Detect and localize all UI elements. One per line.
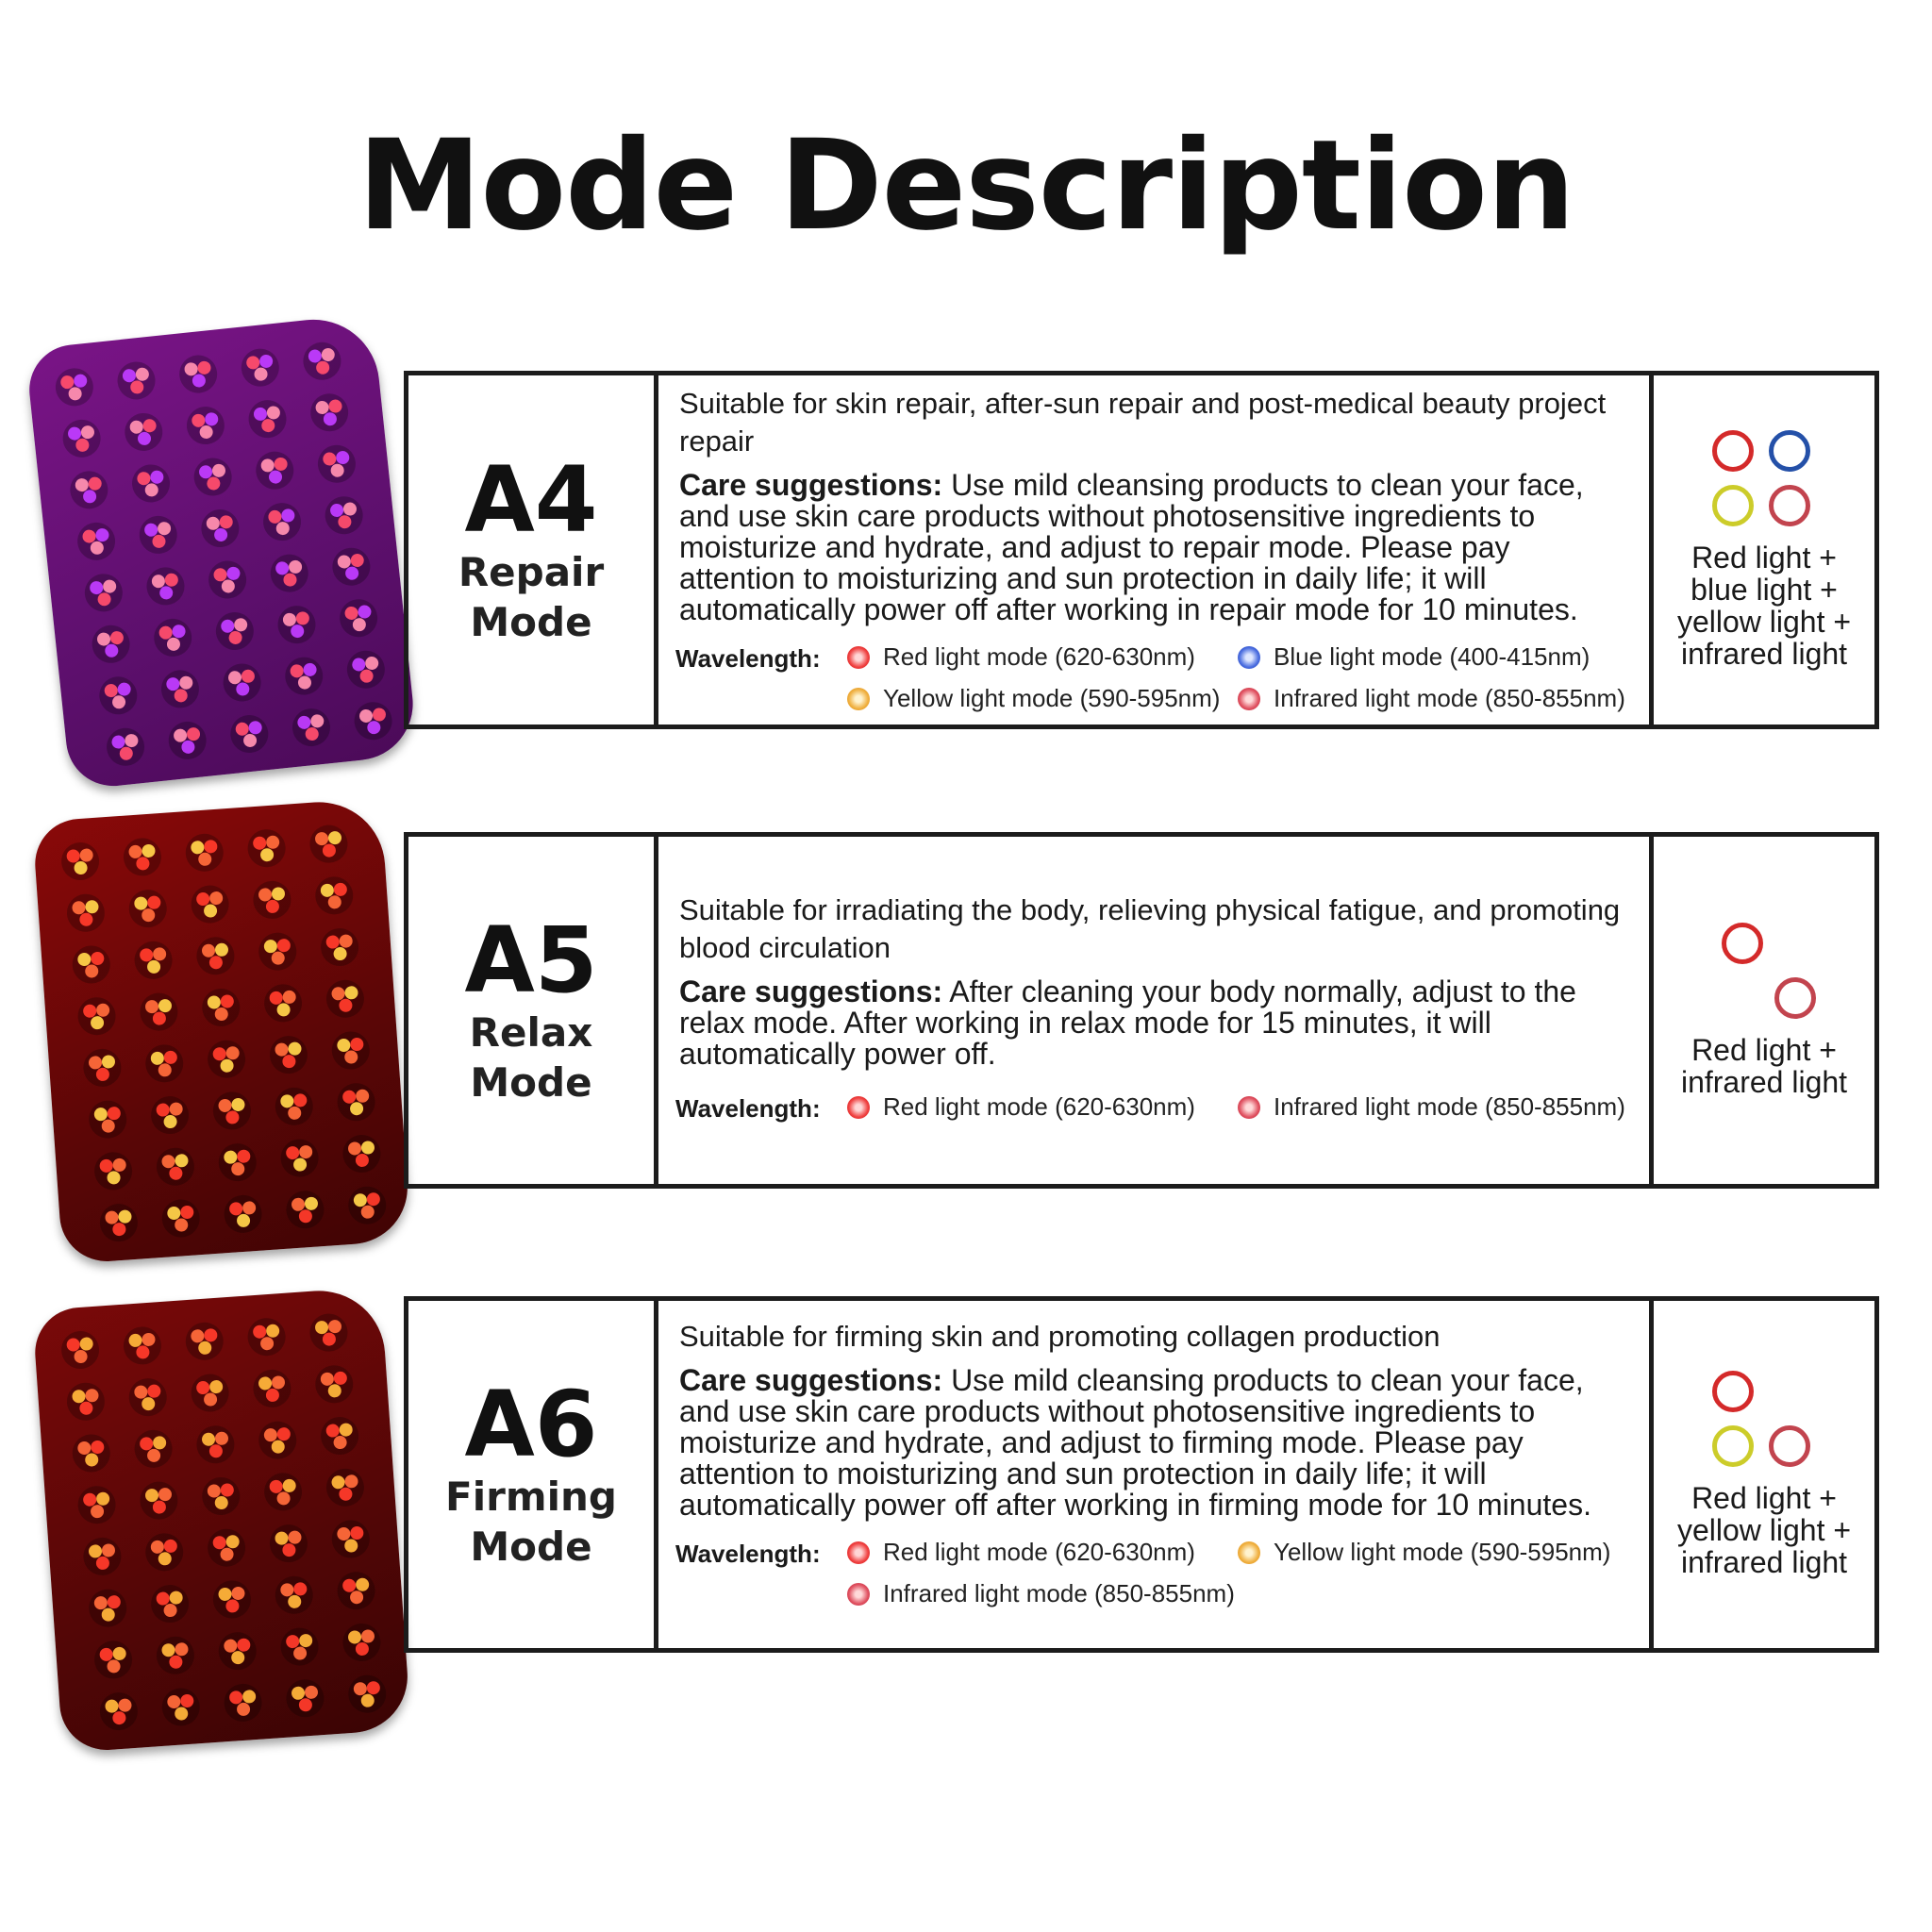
yellow-dot-icon bbox=[847, 688, 870, 710]
led-cluster bbox=[341, 1623, 382, 1663]
light-combo-text bbox=[1677, 1482, 1851, 1578]
led-cluster bbox=[139, 991, 179, 1032]
wavelength-label: Wavelength: bbox=[675, 644, 821, 673]
led-cluster bbox=[316, 443, 358, 485]
led-cluster bbox=[261, 501, 303, 542]
led-cluster bbox=[276, 604, 318, 645]
led-cluster bbox=[71, 1433, 111, 1474]
led-cluster bbox=[123, 837, 163, 877]
led-cluster bbox=[353, 700, 394, 741]
led-cluster bbox=[217, 1142, 258, 1183]
led-cluster bbox=[207, 1039, 247, 1079]
yellow-ring-icon bbox=[1712, 485, 1754, 526]
led-cluster bbox=[71, 944, 111, 985]
mode-name: Relax bbox=[469, 1009, 593, 1056]
light-line: Red light + bbox=[1691, 541, 1837, 575]
led-cluster bbox=[330, 1519, 371, 1559]
led-cluster bbox=[66, 892, 107, 933]
led-cluster bbox=[99, 1691, 140, 1732]
blue-ring-icon bbox=[1769, 430, 1810, 472]
device-image-firming bbox=[32, 1287, 411, 1754]
light-combo-text bbox=[1681, 1034, 1847, 1098]
led-cluster bbox=[246, 1317, 287, 1357]
wavelength-label: Wavelength: bbox=[675, 1540, 821, 1568]
led-cluster bbox=[156, 1146, 196, 1187]
light-line: blue light + bbox=[1690, 573, 1838, 607]
light-rings bbox=[1712, 1371, 1816, 1474]
led-cluster bbox=[217, 1631, 258, 1672]
mode-name: Mode bbox=[470, 1524, 592, 1570]
red-ring-icon bbox=[1722, 923, 1763, 964]
led-cluster bbox=[139, 1480, 179, 1521]
wavelength-item bbox=[847, 1538, 1195, 1567]
led-cluster bbox=[88, 1099, 128, 1140]
light-line: yellow light + bbox=[1676, 1513, 1852, 1547]
led-grid bbox=[25, 313, 418, 791]
led-cluster bbox=[254, 450, 295, 491]
led-cluster bbox=[325, 1467, 366, 1507]
led-cluster bbox=[336, 1571, 376, 1611]
wavelength-text: Red light mode (620-630nm) bbox=[883, 1092, 1195, 1121]
mode-code-cell bbox=[408, 837, 658, 1184]
led-cluster bbox=[201, 988, 242, 1028]
wavelength-text: Infrared light mode (850-855nm) bbox=[1274, 684, 1625, 712]
mode-description-cell bbox=[658, 375, 1654, 724]
wavelength-item bbox=[1238, 1092, 1625, 1122]
led-cluster bbox=[76, 1485, 117, 1525]
blue-dot-icon bbox=[1238, 646, 1260, 669]
light-line: infrared light bbox=[1680, 1545, 1848, 1579]
led-cluster bbox=[283, 656, 325, 697]
wavelength-list bbox=[675, 1528, 1630, 1613]
led-cluster bbox=[338, 597, 379, 639]
led-cluster bbox=[279, 1626, 320, 1667]
led-cluster bbox=[291, 707, 332, 748]
led-cluster bbox=[177, 354, 219, 395]
wavelength-item bbox=[1238, 684, 1625, 713]
wavelength-text: Yellow light mode (590-595nm) bbox=[1274, 1538, 1611, 1566]
led-cluster bbox=[212, 1091, 253, 1131]
led-cluster bbox=[127, 1377, 168, 1418]
led-cluster bbox=[223, 1683, 263, 1724]
led-cluster bbox=[195, 1424, 236, 1465]
light-combo-cell bbox=[1654, 837, 1874, 1184]
led-grid bbox=[32, 1287, 411, 1754]
led-cluster bbox=[263, 983, 304, 1024]
mode-summary: Suitable for firming skin and promoting collagen production bbox=[679, 1320, 1441, 1353]
led-cluster bbox=[144, 1043, 185, 1084]
led-cluster bbox=[347, 1674, 388, 1714]
led-cluster bbox=[274, 1574, 314, 1615]
led-cluster bbox=[240, 347, 281, 389]
light-rings bbox=[1712, 923, 1816, 1026]
wavelength-item bbox=[1238, 1538, 1610, 1567]
led-cluster bbox=[61, 418, 103, 459]
led-cluster bbox=[263, 1472, 304, 1512]
led-cluster bbox=[184, 1321, 225, 1361]
wavelength-label: Wavelength: bbox=[675, 1094, 821, 1123]
led-cluster bbox=[222, 662, 263, 704]
led-cluster bbox=[99, 1203, 140, 1243]
led-cluster bbox=[88, 1588, 128, 1628]
led-cluster bbox=[76, 996, 117, 1037]
light-line: Red light + bbox=[1691, 1033, 1837, 1067]
light-line: yellow light + bbox=[1676, 605, 1852, 639]
mode-code: A5 bbox=[464, 908, 598, 1013]
led-cluster bbox=[160, 1198, 201, 1239]
led-cluster bbox=[82, 1048, 123, 1089]
care-text: Use mild cleansing products to clean your face, and use skin care products without photosensitive ingredients to moisturize and hydrate, and adjust to firming mode. Please pay attention to moisturizing and sun protection in daily life; it will automatically power off after working in firming mode for 10 minutes. bbox=[679, 1363, 1591, 1522]
red-dot-icon bbox=[847, 1541, 870, 1564]
care-label: Care suggestions: bbox=[679, 974, 943, 1008]
mode-description-cell bbox=[658, 837, 1654, 1184]
wavelength-list bbox=[675, 633, 1630, 718]
mode-code-cell bbox=[408, 375, 658, 724]
mode-row-a4 bbox=[404, 371, 1879, 729]
led-cluster bbox=[116, 359, 158, 401]
led-cluster bbox=[274, 1086, 314, 1126]
page-title: Mode Description bbox=[358, 113, 1574, 258]
led-cluster bbox=[60, 841, 101, 882]
led-cluster bbox=[184, 832, 225, 873]
led-cluster bbox=[127, 889, 168, 929]
led-cluster bbox=[68, 469, 109, 510]
light-rings bbox=[1712, 430, 1816, 534]
led-cluster bbox=[308, 824, 349, 864]
led-cluster bbox=[123, 411, 164, 453]
yellow-ring-icon bbox=[1712, 1425, 1754, 1467]
led-cluster bbox=[83, 572, 125, 613]
light-combo-cell bbox=[1654, 375, 1874, 724]
led-cluster bbox=[195, 936, 236, 976]
wavelength-text: Blue light mode (400-415nm) bbox=[1274, 642, 1591, 671]
led-cluster bbox=[133, 941, 174, 981]
led-cluster bbox=[269, 553, 310, 594]
light-line: infrared light bbox=[1680, 1065, 1848, 1099]
led-cluster bbox=[223, 1194, 263, 1235]
led-cluster bbox=[252, 1369, 292, 1409]
red-ring-icon bbox=[1712, 1371, 1754, 1412]
infrared-dot-icon bbox=[1238, 1096, 1260, 1119]
led-cluster bbox=[336, 1082, 376, 1123]
mode-code: A4 bbox=[464, 447, 598, 553]
care-suggestions bbox=[679, 976, 1630, 1070]
wavelength-text: Yellow light mode (590-595nm) bbox=[883, 684, 1221, 712]
led-cluster bbox=[341, 1134, 382, 1174]
mode-summary: Suitable for irradiating the body, relieving physical fatigue, and promoting blood circulation bbox=[679, 893, 1621, 964]
led-cluster bbox=[185, 405, 226, 446]
led-grid bbox=[32, 798, 411, 1265]
led-cluster bbox=[330, 1030, 371, 1071]
care-label: Care suggestions: bbox=[679, 468, 943, 502]
mode-description-cell bbox=[658, 1301, 1654, 1648]
red-ring-icon bbox=[1712, 430, 1754, 472]
wavelength-text: Infrared light mode (850-855nm) bbox=[1274, 1092, 1625, 1121]
led-cluster bbox=[314, 875, 355, 916]
mode-code: A6 bbox=[464, 1372, 598, 1477]
red-dot-icon bbox=[847, 1096, 870, 1119]
led-cluster bbox=[228, 713, 270, 755]
led-cluster bbox=[190, 1373, 230, 1413]
led-cluster bbox=[301, 341, 342, 382]
led-cluster bbox=[320, 1416, 360, 1457]
led-cluster bbox=[167, 720, 208, 761]
infrared-dot-icon bbox=[847, 1583, 870, 1606]
mode-code-cell bbox=[408, 1301, 658, 1648]
led-cluster bbox=[150, 1095, 191, 1136]
led-cluster bbox=[252, 880, 292, 921]
mode-summary: Suitable for skin repair, after-sun repair and post-medical beauty project repair bbox=[679, 387, 1607, 458]
wavelength-item bbox=[847, 642, 1195, 672]
wavelength-item bbox=[1238, 642, 1590, 672]
led-cluster bbox=[207, 559, 248, 601]
led-cluster bbox=[330, 546, 372, 588]
led-cluster bbox=[246, 828, 287, 869]
led-cluster bbox=[123, 1325, 163, 1366]
led-cluster bbox=[190, 884, 230, 924]
led-cluster bbox=[152, 617, 193, 658]
led-cluster bbox=[82, 1537, 123, 1577]
led-cluster bbox=[66, 1381, 107, 1422]
led-cluster bbox=[285, 1678, 325, 1719]
device-image-relax bbox=[32, 798, 411, 1265]
led-cluster bbox=[75, 521, 117, 562]
led-cluster bbox=[269, 1524, 309, 1564]
led-cluster bbox=[93, 1151, 134, 1191]
light-line: Red light + bbox=[1691, 1481, 1837, 1515]
led-cluster bbox=[212, 1579, 253, 1620]
led-cluster bbox=[320, 927, 360, 968]
infrared-ring-icon bbox=[1769, 485, 1810, 526]
infrared-ring-icon bbox=[1774, 977, 1816, 1019]
led-cluster bbox=[133, 1429, 174, 1470]
led-cluster bbox=[314, 1364, 355, 1405]
mode-row-a5 bbox=[404, 832, 1879, 1189]
led-cluster bbox=[105, 726, 146, 768]
led-cluster bbox=[308, 391, 350, 433]
light-line: infrared light bbox=[1680, 637, 1848, 671]
led-cluster bbox=[201, 1476, 242, 1517]
mode-name: Mode bbox=[470, 599, 592, 645]
mode-name: Mode bbox=[470, 1059, 592, 1106]
led-cluster bbox=[91, 624, 132, 665]
led-cluster bbox=[279, 1138, 320, 1178]
light-combo-text bbox=[1677, 541, 1851, 670]
led-cluster bbox=[60, 1330, 101, 1371]
led-cluster bbox=[192, 457, 234, 498]
led-cluster bbox=[347, 1185, 388, 1225]
wavelength-item bbox=[847, 684, 1220, 713]
led-cluster bbox=[150, 1584, 191, 1624]
led-cluster bbox=[159, 668, 201, 709]
device-image-repair bbox=[25, 313, 418, 791]
led-cluster bbox=[269, 1035, 309, 1075]
led-cluster bbox=[130, 462, 172, 504]
wavelength-list bbox=[675, 1083, 1630, 1140]
led-cluster bbox=[160, 1687, 201, 1727]
led-cluster bbox=[214, 610, 256, 652]
care-suggestions bbox=[679, 1365, 1630, 1521]
led-cluster bbox=[144, 565, 186, 607]
care-text: After cleaning your body normally, adjust to the relax mode. After working in relax mode for 15 minutes, it will automatically power off. bbox=[679, 974, 1576, 1071]
led-cluster bbox=[258, 931, 298, 972]
care-label: Care suggestions: bbox=[679, 1363, 943, 1397]
led-cluster bbox=[324, 494, 365, 536]
led-cluster bbox=[138, 514, 179, 556]
wavelength-item bbox=[847, 1579, 1235, 1608]
light-combo-cell bbox=[1654, 1301, 1874, 1648]
wavelength-text: Red light mode (620-630nm) bbox=[883, 642, 1195, 671]
care-text: Use mild cleansing products to clean your face, and use skin care products without photosensitive ingredients to moisturize and hydrate, and adjust to repair mode. Please pay attention to moisturizing and sun protection in daily life; it will automatically power off after working in repair mode for 10 minutes. bbox=[679, 468, 1584, 626]
infrared-ring-icon bbox=[1769, 1425, 1810, 1467]
led-cluster bbox=[207, 1527, 247, 1568]
mode-name: Firming bbox=[445, 1474, 617, 1520]
led-cluster bbox=[247, 398, 289, 440]
wavelength-text: Red light mode (620-630nm) bbox=[883, 1538, 1195, 1566]
led-cluster bbox=[54, 366, 95, 408]
red-dot-icon bbox=[847, 646, 870, 669]
mode-row-a6 bbox=[404, 1296, 1879, 1653]
led-cluster bbox=[345, 649, 387, 691]
led-cluster bbox=[285, 1190, 325, 1230]
led-cluster bbox=[258, 1420, 298, 1460]
led-cluster bbox=[325, 978, 366, 1019]
wavelength-item bbox=[847, 1092, 1195, 1122]
care-suggestions bbox=[679, 470, 1630, 625]
led-cluster bbox=[156, 1635, 196, 1675]
yellow-dot-icon bbox=[1238, 1541, 1260, 1564]
mode-name: Repair bbox=[458, 549, 605, 595]
led-cluster bbox=[199, 508, 241, 549]
led-cluster bbox=[97, 675, 139, 716]
led-cluster bbox=[93, 1640, 134, 1680]
infrared-dot-icon bbox=[1238, 688, 1260, 710]
wavelength-text: Infrared light mode (850-855nm) bbox=[883, 1579, 1235, 1607]
led-cluster bbox=[144, 1532, 185, 1573]
led-cluster bbox=[308, 1312, 349, 1353]
